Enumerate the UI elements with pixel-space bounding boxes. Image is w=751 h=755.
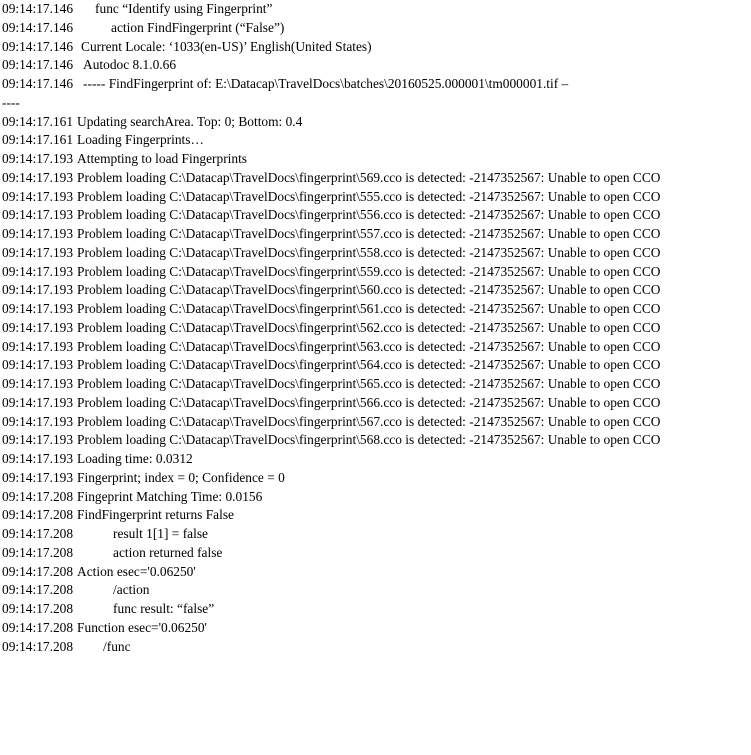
log-timestamp: 09:14:17.193 (2, 376, 74, 391)
log-timestamp: 09:14:17.146 (2, 57, 74, 73)
log-timestamp: 09:14:17.208 (2, 638, 74, 654)
log-message: Problem loading C:\Datacap\TravelDocs\fingerprint\568.cco is detected: -2147352567: Unable to open CCO (77, 432, 661, 448)
log-timestamp: 09:14:17.193 (2, 169, 74, 185)
log-message: Attempting to load Fingerprints (77, 151, 248, 166)
log-timestamp: 09:14:17.208 (2, 488, 74, 504)
log-timestamp: 09:14:17.146 (2, 38, 74, 54)
log-message: func result: “false” (113, 601, 215, 616)
log-timestamp: 09:14:17.193 (2, 432, 74, 448)
log-line (2, 506, 751, 525)
log-message: Fingeprint Matching Time: 0.0156 (77, 488, 263, 504)
log-message: Problem loading C:\Datacap\TravelDocs\fingerprint\558.cco is detected: -2147352567: Unable to open CCO (77, 244, 661, 260)
log-message: action returned false (113, 544, 223, 560)
log-message: Problem loading C:\Datacap\TravelDocs\fingerprint\557.cco is detected: -2147352567: Unable to open CCO (77, 226, 661, 241)
log-timestamp: 09:14:17.208 (2, 582, 74, 598)
log-timestamp: 09:14:17.146 (2, 19, 74, 35)
log-message: action FindFingerprint (“False”) (111, 19, 285, 35)
log-line (2, 75, 751, 94)
log-message: Problem loading C:\Datacap\TravelDocs\fingerprint\556.cco is detected: -2147352567: Unable to open CCO (77, 207, 661, 223)
log-timestamp: 09:14:17.193 (2, 226, 74, 241)
log-message: ---- (2, 94, 20, 110)
log-line (2, 450, 751, 469)
log-message: ----- FindFingerprint of: E:\Datacap\TravelDocs\batches\20160525.000001\tm000001.tif – (83, 76, 569, 91)
log-line (2, 113, 751, 132)
log-message: Problem loading C:\Datacap\TravelDocs\fingerprint\562.cco is detected: -2147352567: Unable to open CCO (77, 319, 661, 335)
log-message: func “Identify using Fingerprint” (95, 1, 273, 16)
log-line (2, 525, 751, 544)
log-message: result 1[1] = false (113, 526, 208, 541)
log-line (2, 581, 751, 600)
log-message: Problem loading C:\Datacap\TravelDocs\fingerprint\563.cco is detected: -2147352567: Unable to open CCO (77, 338, 661, 354)
log-line (2, 281, 751, 300)
log-message: Loading Fingerprints… (77, 132, 204, 148)
log-line (2, 263, 751, 282)
log-line (2, 469, 751, 488)
log-timestamp: 09:14:17.193 (2, 319, 74, 335)
log-timestamp: 09:14:17.193 (2, 151, 74, 166)
log-line (2, 131, 751, 150)
log-timestamp: 09:14:17.208 (2, 507, 74, 523)
log-timestamp: 09:14:17.193 (2, 357, 74, 373)
log-timestamp: 09:14:17.193 (2, 394, 74, 410)
log-line (2, 150, 751, 169)
log-timestamp: 09:14:17.193 (2, 413, 74, 429)
log-timestamp: 09:14:17.193 (2, 301, 74, 316)
log-timestamp: 09:14:17.193 (2, 244, 74, 260)
log-line (2, 38, 751, 57)
log-timestamp: 09:14:17.193 (2, 207, 74, 223)
log-line (2, 563, 751, 582)
log-line (2, 413, 751, 432)
log-message: Problem loading C:\Datacap\TravelDocs\fingerprint\567.cco is detected: -2147352567: Unable to open CCO (77, 413, 661, 429)
log-timestamp: 09:14:17.193 (2, 469, 74, 485)
log-line (2, 638, 751, 657)
log-line (2, 19, 751, 38)
log-timestamp: 09:14:17.193 (2, 188, 74, 204)
log-output (2, 0, 751, 656)
log-line (2, 0, 751, 19)
log-timestamp: 09:14:17.161 (2, 113, 74, 129)
log-message: Problem loading C:\Datacap\TravelDocs\fingerprint\561.cco is detected: -2147352567: Unable to open CCO (77, 301, 661, 316)
log-message: Problem loading C:\Datacap\TravelDocs\fingerprint\559.cco is detected: -2147352567: Unable to open CCO (77, 263, 661, 279)
log-timestamp: 09:14:17.193 (2, 282, 74, 298)
log-timestamp: 09:14:17.208 (2, 563, 74, 579)
log-timestamp: 09:14:17.193 (2, 338, 74, 354)
log-line (2, 544, 751, 563)
log-line (2, 206, 751, 225)
log-line (2, 319, 751, 338)
log-message: Problem loading C:\Datacap\TravelDocs\fingerprint\569.cco is detected: -2147352567: Unable to open CCO (77, 169, 661, 185)
log-timestamp: 09:14:17.208 (2, 526, 74, 541)
log-line (2, 169, 751, 188)
log-line (2, 431, 751, 450)
log-message: Updating searchArea. Top: 0; Bottom: 0.4 (77, 113, 303, 129)
log-line (2, 94, 751, 113)
log-message: Action esec='0.06250' (77, 563, 196, 579)
log-line (2, 188, 751, 207)
log-timestamp: 09:14:17.146 (2, 76, 74, 91)
log-message: /func (103, 638, 131, 654)
log-message: FindFingerprint returns False (77, 507, 235, 523)
log-timestamp: 09:14:17.208 (2, 619, 74, 635)
log-message: Problem loading C:\Datacap\TravelDocs\fingerprint\564.cco is detected: -2147352567: Unable to open CCO (77, 357, 661, 373)
log-timestamp: 09:14:17.193 (2, 451, 74, 466)
log-timestamp: 09:14:17.161 (2, 132, 74, 148)
log-line (2, 338, 751, 357)
log-line (2, 375, 751, 394)
log-line (2, 356, 751, 375)
log-message: Problem loading C:\Datacap\TravelDocs\fingerprint\560.cco is detected: -2147352567: Unable to open CCO (77, 282, 661, 298)
log-timestamp: 09:14:17.208 (2, 544, 74, 560)
log-line (2, 300, 751, 319)
log-timestamp: 09:14:17.146 (2, 1, 74, 16)
log-message: Loading time: 0.0312 (77, 451, 193, 466)
log-line (2, 225, 751, 244)
log-message: Problem loading C:\Datacap\TravelDocs\fingerprint\555.cco is detected: -2147352567: Unable to open CCO (77, 188, 661, 204)
log-timestamp: 09:14:17.208 (2, 601, 74, 616)
log-message: Autodoc 8.1.0.66 (83, 57, 177, 73)
log-line (2, 600, 751, 619)
log-message: Function esec='0.06250' (77, 619, 207, 635)
log-line (2, 244, 751, 263)
log-message: Problem loading C:\Datacap\TravelDocs\fingerprint\566.cco is detected: -2147352567: Unable to open CCO (77, 394, 661, 410)
log-line (2, 619, 751, 638)
log-message: Fingerprint; index = 0; Confidence = 0 (77, 469, 285, 485)
log-message: Current Locale: ‘1033(en-US)’ English(United States) (81, 38, 372, 54)
log-message: Problem loading C:\Datacap\TravelDocs\fingerprint\565.cco is detected: -2147352567: Unable to open CCO (77, 376, 661, 391)
log-line (2, 56, 751, 75)
log-line (2, 488, 751, 507)
log-line (2, 394, 751, 413)
log-message: /action (113, 582, 150, 598)
log-timestamp: 09:14:17.193 (2, 263, 74, 279)
